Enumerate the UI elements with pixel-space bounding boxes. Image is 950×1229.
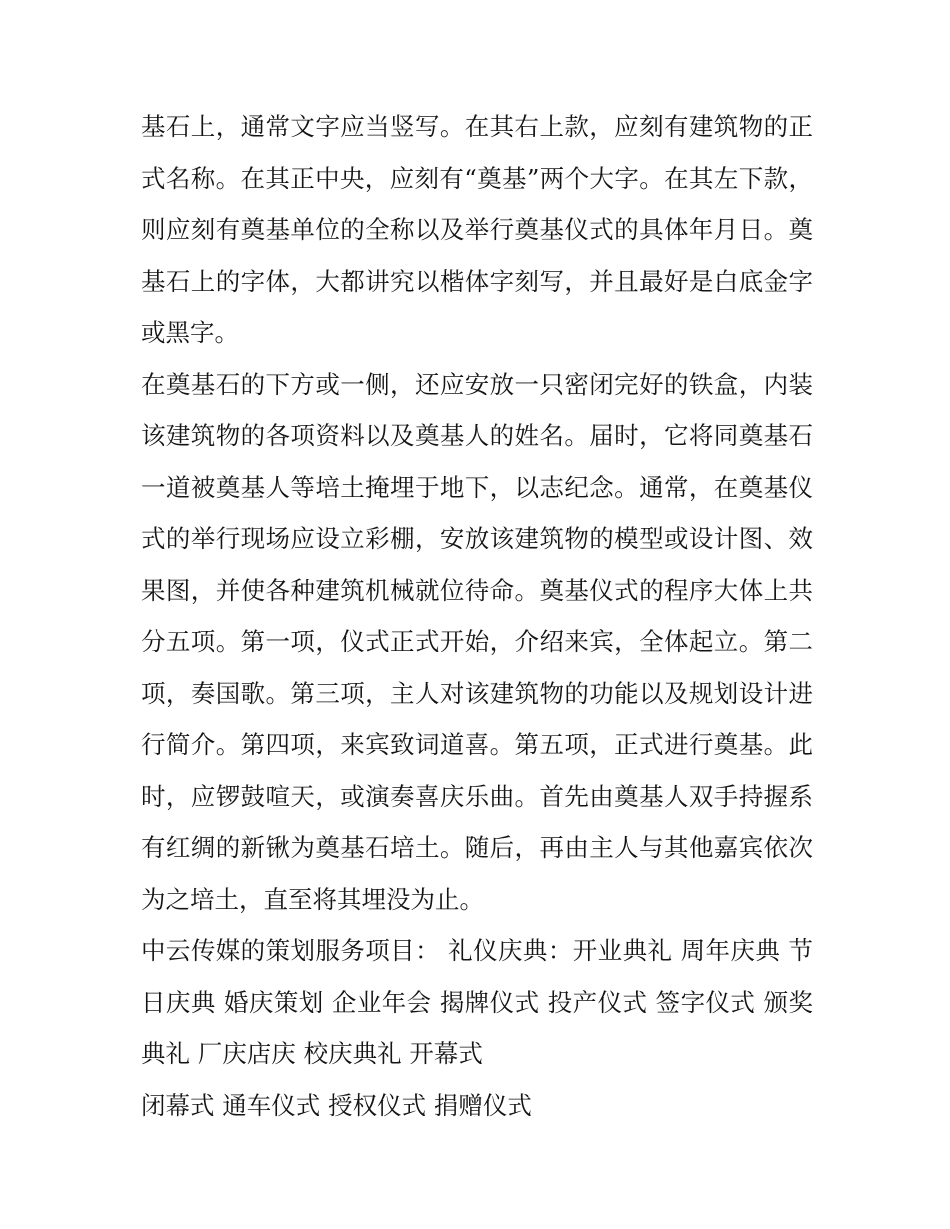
paragraph-service-items: 中云传媒的策划服务项目： 礼仪庆典：开业典礼 周年庆典 节日庆典 婚庆策划 企业年会 揭牌仪式 投产仪式 签字仪式 颁奖典礼 厂庆店庆 校庆典礼 开幕式: [141, 936, 813, 1068]
document-body: [141, 101, 813, 1131]
paragraph-ceremony-procedure: 在奠基石的下方或一侧，还应安放一只密闭完好的铁盒，内装该建筑物的各项资料以及奠基人的姓名。届时，它将同奠基石一道被奠基人等培土掩埋于地下，以志纪念。通常，在奠基仪式的举行现场应设立彩棚，安放该建筑物的模型或设计图、效果图，并使各种建筑机械就位待命。奠基仪式的程序大体上共分五项。第一项，仪式正式开始，介绍来宾，全体起立。第二项，奏国歌。第三项，主人对该建筑物的功能以及规划设计进行简介。第四项，来宾致词道喜。第五项，正式进行奠基。此时，应锣鼓喧天，或演奏喜庆乐曲。首先由奠基人双手持握系有红绸的新锹为奠基石培土。随后，再由主人与其他嘉宾依次为之培土，直至将其埋没为止。: [141, 369, 813, 914]
paragraph-service-items-continued: 闭幕式 通车仪式 授权仪式 捐赠仪式: [141, 1090, 532, 1120]
paragraph-foundation-stone-inscription: 基石上，通常文字应当竖写。在其右上款，应刻有建筑物的正式名称。在其正中央，应刻有“奠基”两个大字。在其左下款，则应刻有奠基单位的全称以及举行奠基仪式的具体年月日。奠基石上的字体，大都讲究以楷体字刻写，并且最好是白底金字或黑字。: [141, 112, 813, 347]
